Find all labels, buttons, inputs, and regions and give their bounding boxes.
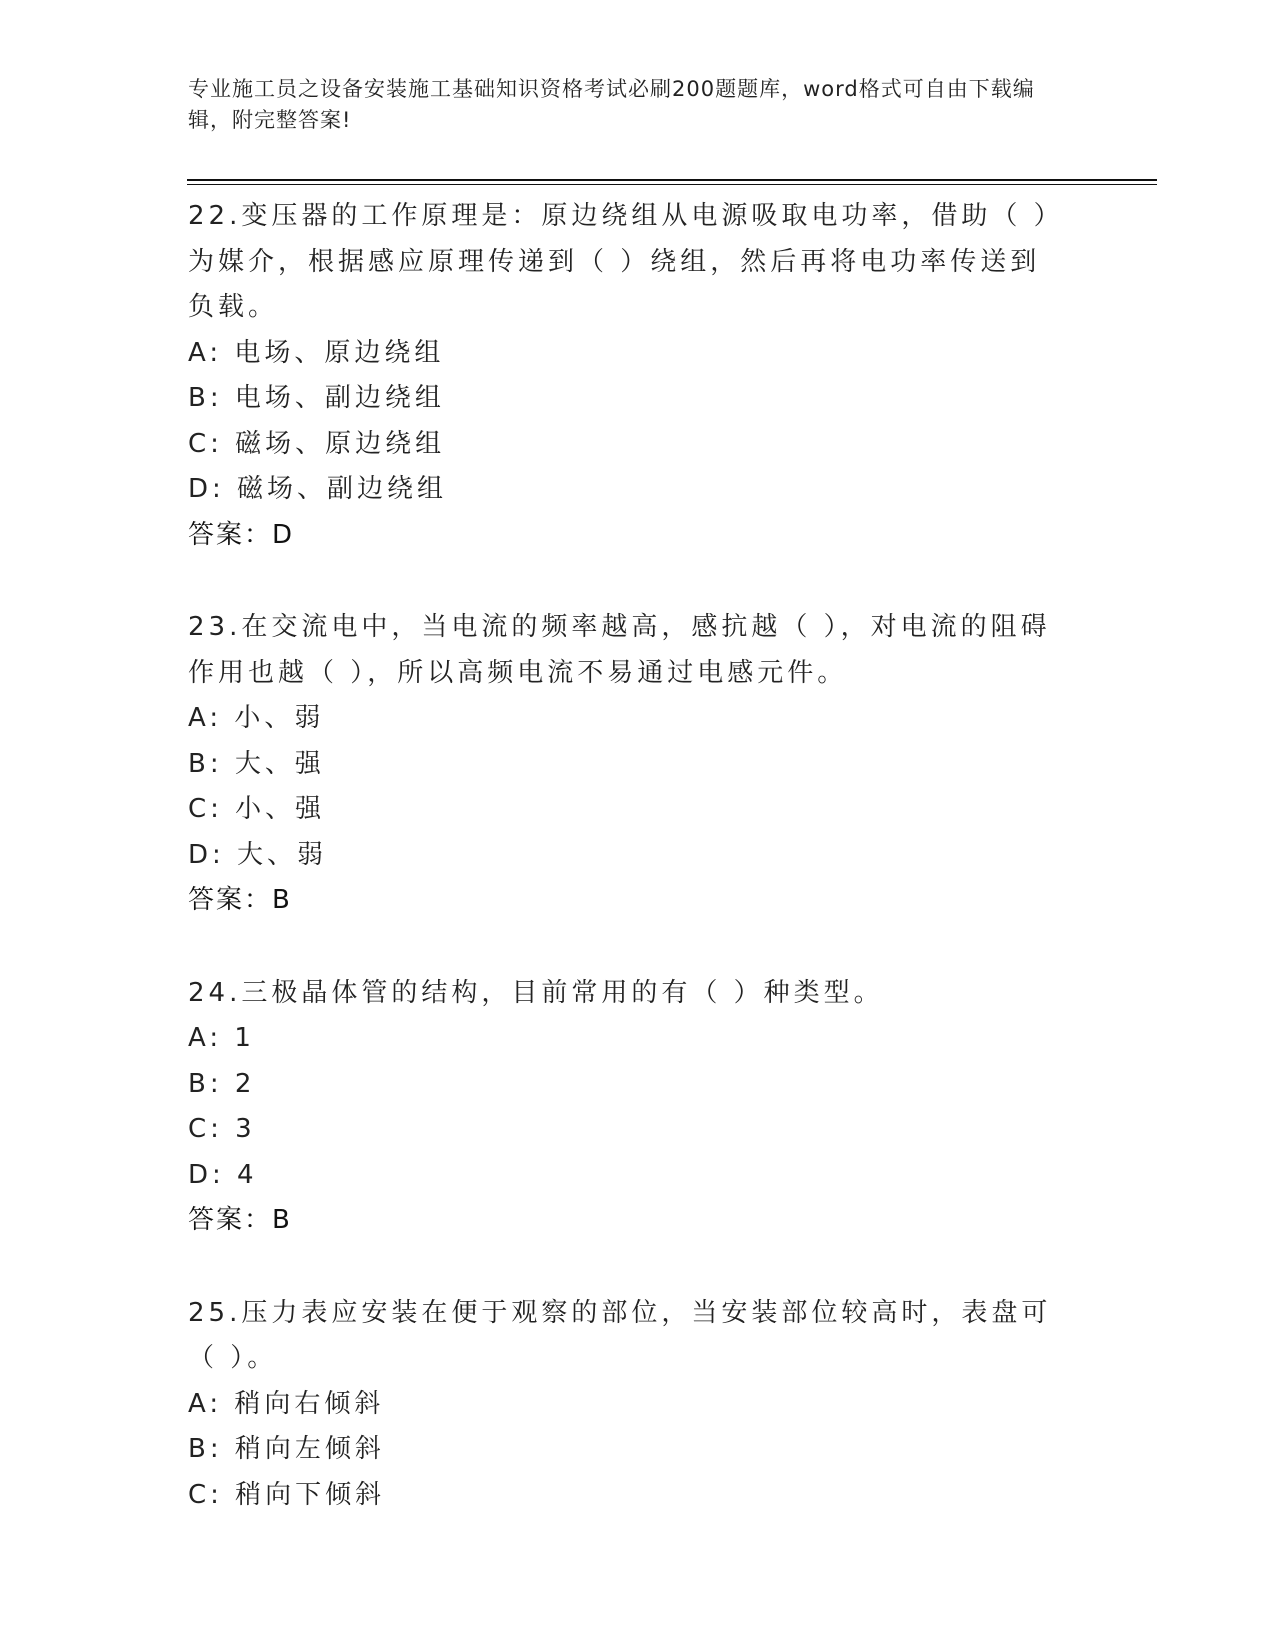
option-b: B: 电场、副边绕组 [188, 383, 445, 413]
question-22 [188, 194, 1068, 558]
option-c: C: 小、强 [188, 794, 326, 824]
header-divider-thick [187, 179, 1157, 181]
header-divider-thin [187, 184, 1157, 185]
option-d: D: 磁场、副边绕组 [188, 474, 448, 504]
option-c: C: 磁场、原边绕组 [188, 428, 446, 459]
question-text: 25.压力表应安装在便于观察的部位，当安装部位较高时，表盘可（ ）。 [188, 1297, 1052, 1373]
question-spacer [188, 558, 1068, 605]
answer-text: 答案：B [188, 885, 292, 915]
question-text: 23.在交流电中，当电流的频率越高，感抗越（ ），对电流的阻碍作用也越（ ），所以高频电流不易通过电感元件。 [188, 612, 1051, 688]
option-b: B: 大、强 [188, 748, 325, 779]
question-list [188, 194, 1068, 1518]
option-a: A: 1 [188, 1023, 255, 1053]
answer-text: 答案：D [188, 519, 295, 550]
question-24 [188, 971, 1068, 1244]
question-25 [188, 1291, 1068, 1519]
option-a: A: 稍向右倾斜 [188, 1388, 385, 1419]
option-c: C: 3 [188, 1114, 256, 1144]
option-b: B: 2 [188, 1068, 256, 1099]
option-c: C: 稍向下倾斜 [188, 1479, 386, 1510]
option-a: A: 电场、原边绕组 [188, 337, 445, 368]
question-spacer [188, 924, 1068, 971]
option-a: A: 小、弱 [188, 703, 325, 733]
option-b: B: 稍向左倾斜 [188, 1434, 385, 1464]
question-spacer [188, 1244, 1068, 1291]
answer-text: 答案：B [188, 1205, 292, 1235]
question-text: 24.三极晶体管的结构，目前常用的有（ ）种类型。 [188, 977, 884, 1008]
question-23 [188, 605, 1068, 924]
question-text: 22.变压器的工作原理是：原边绕组从电源吸取电功率，借助（ ）为媒介，根据感应原理传递到（ ）绕组，然后再将电功率传送到负载。 [188, 201, 1064, 322]
option-d: D: 4 [188, 1159, 258, 1190]
document-header: 专业施工员之设备安装施工基础知识资格考试必刷200题题库，word格式可自由下载编辑，附完整答案! [188, 77, 1035, 132]
option-d: D: 大、弱 [188, 839, 328, 870]
